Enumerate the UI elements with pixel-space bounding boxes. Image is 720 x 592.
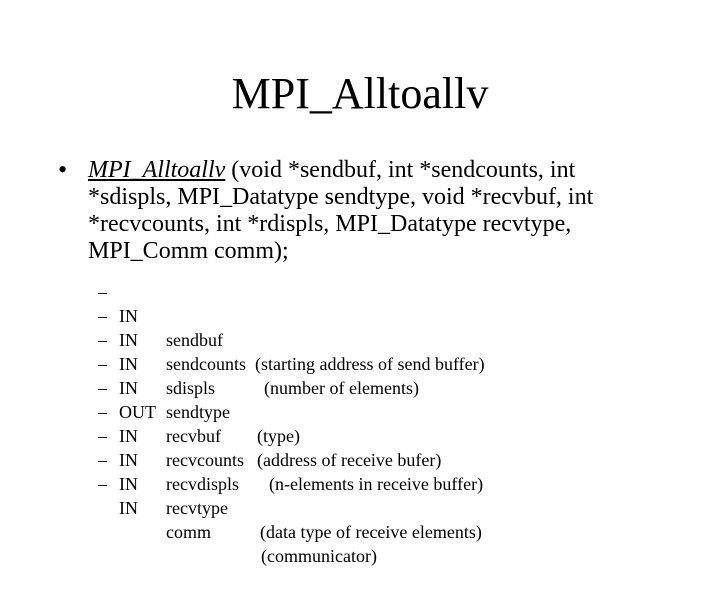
function-signature (88, 157, 618, 265)
param-name: recvdispls (166, 474, 239, 494)
param-description: (communicator) (261, 546, 377, 566)
param-direction: IN (119, 306, 138, 326)
dash-icon: – (98, 378, 107, 398)
param-name: sendbuf (166, 330, 223, 350)
function-bullet (58, 157, 618, 265)
param-description: (data type of receive elements) (260, 522, 482, 542)
param-direction: IN (119, 426, 138, 446)
dash-icon: – (98, 330, 107, 350)
param-direction: IN (119, 354, 138, 374)
bullet-icon: • (58, 155, 68, 184)
function-params-text: (void *sendbuf, int *sendcounts, int *sdispls, MPI_Datatype sendtype, void *recvbuf, int *recvcounts, int *rdispls, MPI_Datatype recvtype, MPI_Comm comm); (88, 157, 594, 264)
param-direction: IN (119, 450, 138, 470)
param-name: sendtype (166, 402, 230, 422)
dash-icon: – (98, 402, 107, 422)
function-name-link[interactable]: MPI_Alltoallv (88, 157, 226, 183)
dash-icon: – (98, 306, 107, 326)
param-direction: IN (119, 330, 138, 350)
param-name: recvtype (166, 498, 228, 518)
param-name: sdispls (166, 378, 216, 398)
slide-title: MPI_Alltoallv (231, 69, 489, 118)
param-name: comm (166, 522, 211, 542)
param-description: (address of receive bufer) (257, 450, 442, 470)
dash-icon: – (98, 450, 107, 470)
dash-icon: – (98, 474, 107, 494)
dash-icon: – (98, 426, 107, 446)
param-name: recvcounts (166, 450, 244, 470)
param-direction: IN (119, 498, 138, 518)
param-name: sendcounts (166, 354, 246, 374)
param-description: (number of elements) (264, 378, 419, 398)
param-direction: IN (119, 474, 138, 494)
param-direction: OUT (119, 402, 156, 422)
param-name: recvbuf (166, 426, 221, 446)
param-direction: IN (119, 378, 138, 398)
param-description: (n-elements in receive buffer) (269, 474, 484, 494)
parameter-list (98, 256, 578, 566)
param-description: (type) (257, 426, 300, 446)
dash-icon: – (98, 282, 107, 302)
param-description: (starting address of send buffer) (255, 354, 485, 374)
dash-icon: – (98, 354, 107, 374)
